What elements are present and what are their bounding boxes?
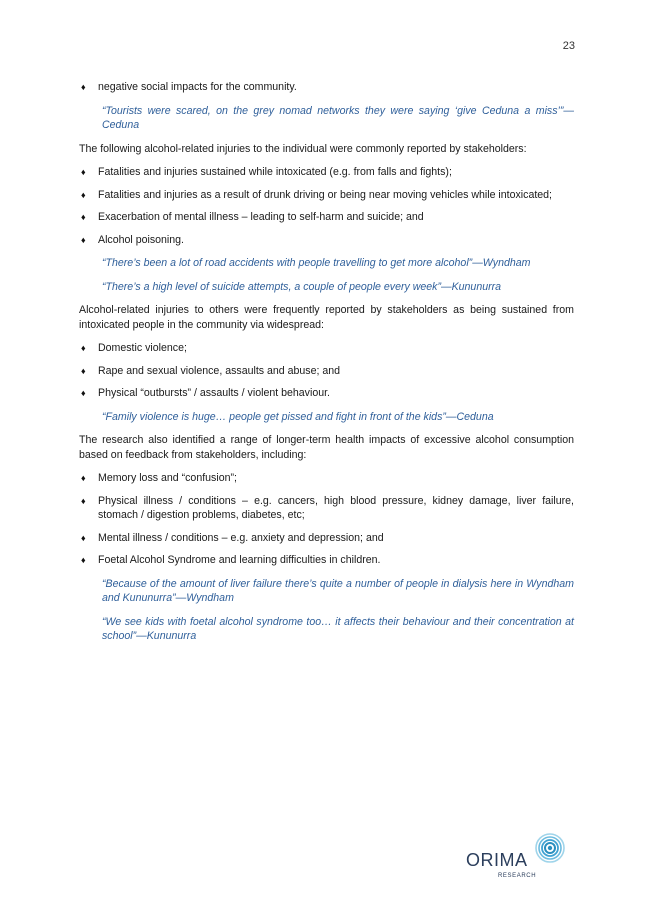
list-item: ♦ Memory loss and “confusion”; bbox=[81, 472, 237, 484]
bullet-list-2 bbox=[79, 165, 574, 247]
list-item: ♦ Mental illness / conditions – e.g. anxiety and depression; and bbox=[81, 531, 384, 544]
bullet-list-4 bbox=[79, 471, 574, 568]
diamond-bullet-icon: ♦ bbox=[81, 532, 86, 543]
diamond-bullet-icon: ♦ bbox=[81, 365, 86, 376]
diamond-bullet-icon: ♦ bbox=[81, 388, 86, 398]
diamond-bullet-icon: ♦ bbox=[81, 343, 86, 353]
orima-research-logo bbox=[466, 832, 576, 882]
list-item: ♦ Fatalities and injuries as a result of drunk driving or being near moving vehicles while intoxicated; bbox=[81, 188, 553, 201]
quote-ceduna-tourists: “Tourists were scared, on the grey nomad networks they were saying ‘give Ceduna a miss’”—Ceduna bbox=[102, 104, 574, 131]
diamond-bullet-icon: ♦ bbox=[81, 212, 86, 222]
list-item: ♦ Physical “outbursts” / assaults / violent behaviour. bbox=[81, 387, 330, 399]
document-body bbox=[79, 80, 574, 653]
list-item: ♦ Alcohol poisoning. bbox=[81, 233, 184, 246]
diamond-bullet-icon: ♦ bbox=[81, 189, 86, 200]
quote-wyndham-liver-failure: “Because of the amount of liver failure there’s quite a number of people in dialysis here in Wyndham and Kununurra”—Wyndham bbox=[102, 577, 574, 604]
page-number: 23 bbox=[562, 40, 575, 52]
quote-wyndham-road-accidents: “There’s been a lot of road accidents with people travelling to get more alcohol”—Wyndham bbox=[102, 257, 531, 269]
list-item: ♦ negative social impacts for the community. bbox=[81, 81, 297, 93]
list-item: ♦ Rape and sexual violence, assaults and abuse; and bbox=[81, 364, 341, 377]
list-item: ♦ Fatalities and injuries sustained while intoxicated (e.g. from falls and fights); bbox=[81, 166, 452, 178]
list-item: ♦ Physical illness / conditions – e.g. cancers, high blood pressure, kidney damage, liver failure, stomach / digestion problems, diabetes, etc; bbox=[81, 494, 574, 521]
bullet-list-3 bbox=[79, 341, 574, 401]
logo-tagline: RESEARCH bbox=[498, 873, 537, 879]
diamond-bullet-icon: ♦ bbox=[81, 167, 86, 177]
diamond-bullet-icon: ♦ bbox=[81, 495, 86, 506]
list-item: ♦ Exacerbation of mental illness – leading to self-harm and suicide; and bbox=[81, 211, 424, 223]
quote-kununurra-foetal-alcohol: “We see kids with foetal alcohol syndrome too… it affects their behaviour and their concentration at school”—Kununurra bbox=[102, 615, 574, 642]
diamond-bullet-icon: ♦ bbox=[81, 234, 86, 245]
concentric-rings-icon bbox=[536, 834, 564, 862]
paragraph-longer-term-impacts: The research also identified a range of longer-term health impacts of excessive alcohol consumption based on feedback from stakeholders, including: bbox=[79, 434, 574, 461]
diamond-bullet-icon: ♦ bbox=[81, 82, 86, 92]
diamond-bullet-icon: ♦ bbox=[81, 473, 86, 483]
list-item: ♦ Domestic violence; bbox=[81, 342, 187, 354]
paragraph-individual-injuries: The following alcohol-related injuries to the individual were commonly reported by stakeholders: bbox=[79, 142, 527, 155]
list-item: ♦ Foetal Alcohol Syndrome and learning difficulties in children. bbox=[81, 554, 381, 566]
diamond-bullet-icon: ♦ bbox=[81, 555, 86, 565]
orima-logo-icon bbox=[466, 832, 576, 882]
paragraph-injuries-to-others: Alcohol-related injuries to others were frequently reported by stakeholders as being sustained from intoxicated people in the community via widespread: bbox=[79, 304, 574, 331]
logo-wordmark: ORIMA bbox=[466, 850, 528, 870]
bullet-list-1 bbox=[79, 80, 574, 95]
quote-ceduna-family-violence: “Family violence is huge… people get pissed and fight in front of the kids”—Ceduna bbox=[102, 410, 494, 423]
quote-kununurra-suicide: “There’s a high level of suicide attempts, a couple of people every week”—Kununurra bbox=[102, 280, 502, 293]
